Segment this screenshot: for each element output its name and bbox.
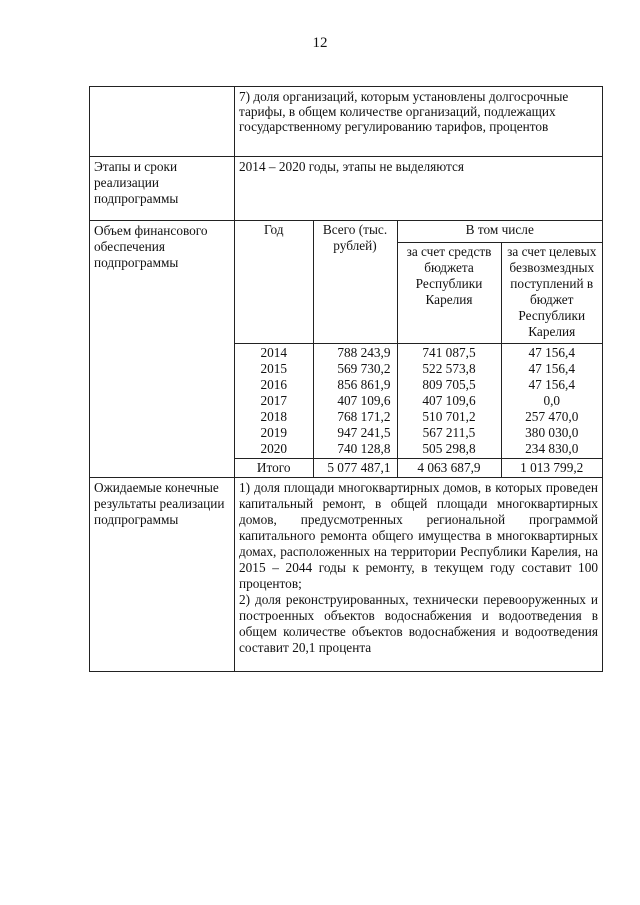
total-header: Всего (тыс. рублей) xyxy=(313,221,397,344)
results-text xyxy=(235,478,603,672)
financing-value: 522 573,8 xyxy=(422,361,476,376)
financing-value: 856 861,9 xyxy=(337,377,391,392)
financing-sum-row xyxy=(235,459,602,478)
financing-value: 47 156,4 xyxy=(528,345,576,360)
stages-label: Этапы и сроки реализации подпрограммы xyxy=(90,157,235,221)
row-financing xyxy=(90,221,603,478)
page-number: 12 xyxy=(312,35,328,51)
financing-value: 740 128,8 xyxy=(337,441,391,456)
financing-value: 0,0 xyxy=(543,393,561,408)
financing-value: 47 156,4 xyxy=(528,361,576,376)
financing-header-row xyxy=(235,221,602,243)
financing-value: 768 171,2 xyxy=(337,409,391,424)
financing-value: 407 109,6 xyxy=(422,393,476,408)
financing-value: 741 087,5 xyxy=(422,345,476,360)
totals-column xyxy=(313,344,397,459)
financing-value: 47 156,4 xyxy=(528,377,576,392)
financing-value: 2020 xyxy=(260,441,288,456)
incl-header: В том числе xyxy=(397,221,602,243)
financing-value: 569 730,2 xyxy=(337,361,391,376)
financing-value: 2015 xyxy=(260,361,288,376)
financing-label: Объем финансового обеспечения подпрограммы xyxy=(90,221,235,478)
financing-value: 2016 xyxy=(260,377,288,392)
row-stages xyxy=(90,157,603,221)
financing-value: 2017 xyxy=(260,393,288,408)
indicator-7-text: 7) доля организаций, которым установлены долгосрочные тарифы, в общем количестве организаций, подлежащих государственному регулированию тарифов, процентов xyxy=(235,87,603,157)
sum-budget: 4 063 687,9 xyxy=(397,459,501,478)
passport-table xyxy=(89,86,603,672)
targeted-header: за счет целевых безвозмездных поступлений в бюджет Республики Карелия xyxy=(501,243,602,344)
financing-data-row xyxy=(235,344,602,459)
financing-value: 510 701,2 xyxy=(422,409,476,424)
sum-total: 5 077 487,1 xyxy=(313,459,397,478)
row-results xyxy=(90,478,603,672)
financing-value: 2014 xyxy=(260,345,288,360)
year-header: Год xyxy=(235,221,313,344)
indicators-label xyxy=(90,87,235,157)
stages-text: 2014 – 2020 годы, этапы не выделяются xyxy=(235,157,603,221)
row-indicators xyxy=(90,87,603,157)
financing-value: 809 705,5 xyxy=(422,377,476,392)
financing-value: 2018 xyxy=(260,409,288,424)
result-item-2: 2) доля реконструированных, технически перевооруженных и построенных объектов водоснабжения и водоотведения в общем количестве объектов водоснабжения и водоотведения составит 20,1 процента xyxy=(239,592,598,655)
budget-header: за счет средств бюджета Республики Карелия xyxy=(397,243,501,344)
financing-value: 567 211,5 xyxy=(422,425,476,440)
financing-table xyxy=(235,221,602,477)
sum-label: Итого xyxy=(235,459,313,478)
sum-targeted: 1 013 799,2 xyxy=(501,459,602,478)
financing-value: 788 243,9 xyxy=(337,345,391,360)
financing-cell xyxy=(235,221,603,478)
financing-value: 947 241,5 xyxy=(337,425,391,440)
financing-value: 234 830,0 xyxy=(525,441,579,456)
financing-value: 380 030,0 xyxy=(525,425,579,440)
financing-value: 505 298,8 xyxy=(422,441,476,456)
budget-column xyxy=(397,344,501,459)
financing-value: 257 470,0 xyxy=(525,409,579,424)
results-label: Ожидаемые конечные результаты реализации подпрограммы xyxy=(90,478,235,672)
result-item-1: 1) доля площади многоквартирных домов, в которых проведен капитальный ремонт, в общей площади многоквартирных домов, предусмотренных региональной программой капитального ремонта общего имущества в многоквартирных домах, расположенных на территории Республики Карелия, на 2015 – 2044 годы к ремонту, в текущем году составит 100 процентов; xyxy=(239,480,598,591)
targeted-column xyxy=(501,344,602,459)
years-column xyxy=(235,344,313,459)
financing-value: 2019 xyxy=(260,425,288,440)
financing-value: 407 109,6 xyxy=(337,393,391,408)
